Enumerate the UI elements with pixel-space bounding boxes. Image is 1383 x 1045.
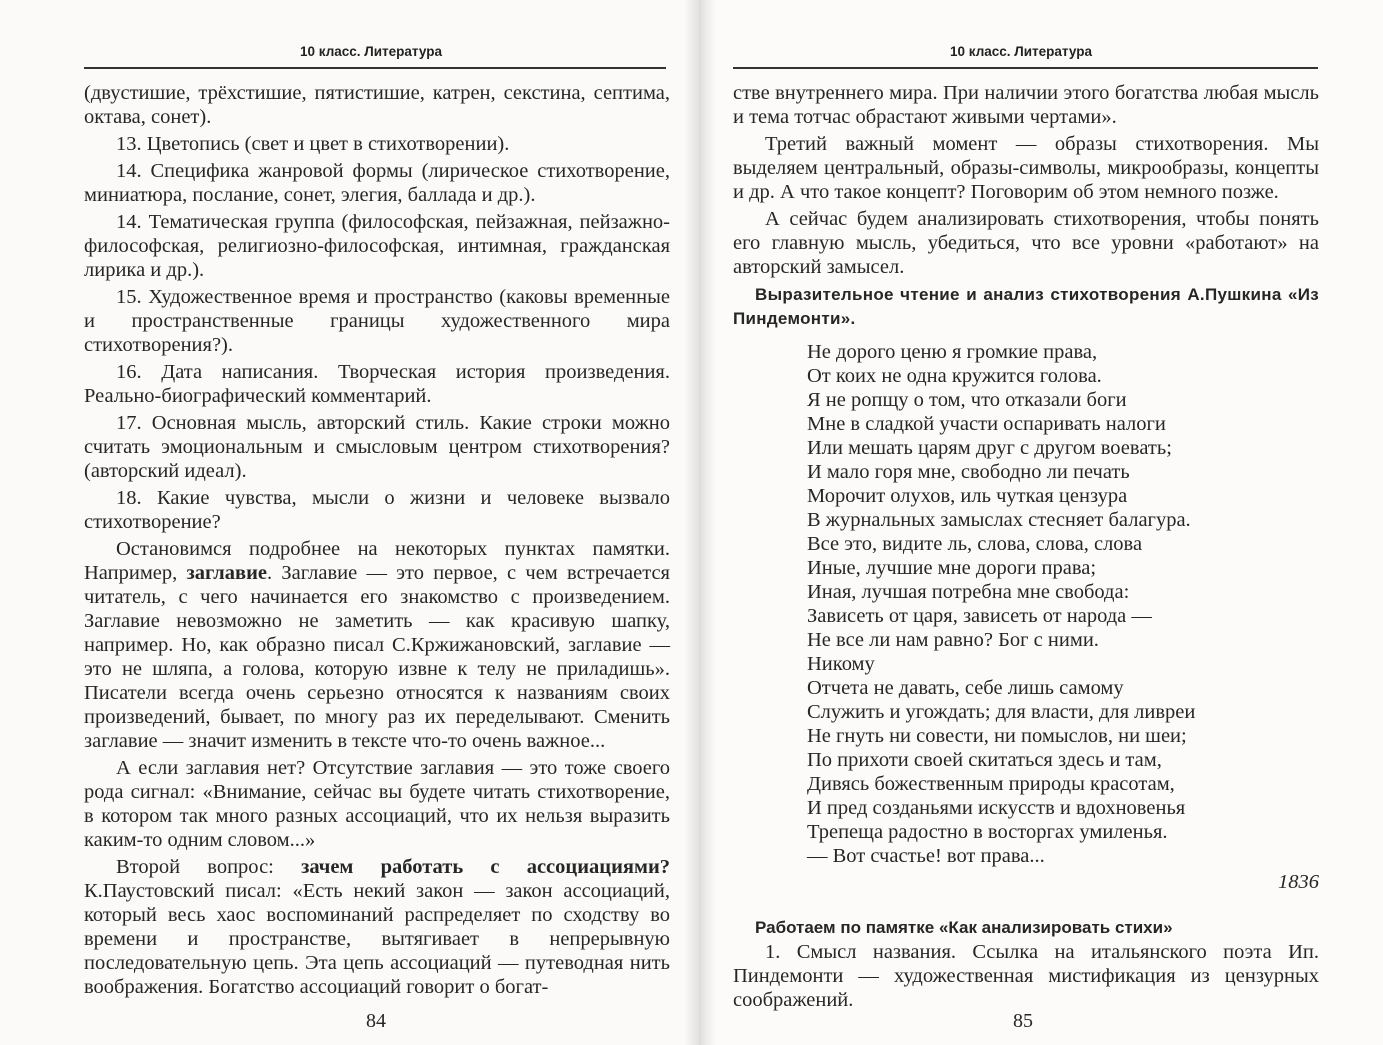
running-head: 10 класс. Литература — [300, 44, 442, 59]
subheading: Работаем по памятке «Как анализировать стихи» — [755, 918, 1173, 937]
paragraph: А если заглавия нет? Отсутствие заглавия — это тоже своего рода сигнал: «Внимание, сейчас вы будете читать стихотворение, в котором так много разных ассоциаций, что их нельзя выразить каким-то одним словом...» — [84, 757, 670, 851]
section-heading: Выразительное чтение и анализ стихотворения А.Пушкина «Из Пиндемонти». — [733, 285, 1319, 328]
paragraph — [84, 855, 670, 999]
paragraph: 14. Специфика жанровой формы (лирическое стихотворение, миниатюра, послание, сонет, элегия, баллада и др.). — [84, 160, 670, 206]
header-rule — [84, 67, 666, 69]
paragraph: 15. Художественное время и пространство (каковы временные и пространственные границы художественного мира стихотворения?). — [84, 286, 670, 356]
paragraph — [84, 537, 670, 753]
poem-line: Иные, лучшие мне дороги права; — [807, 557, 1097, 579]
book-gutter — [684, 0, 716, 1045]
bold-term: зачем работать с ассоциациями? — [301, 856, 671, 878]
running-head: 10 класс. Литература — [950, 44, 1092, 59]
poem-line: Отчета не давать, себе лишь самому — [807, 677, 1124, 699]
poem-date: 1836 — [1278, 871, 1319, 893]
right-page-text — [733, 81, 1319, 1012]
poem-line: Зависеть от царя, зависеть от народа — — [807, 605, 1152, 627]
poem-line: Не гнуть ни совести, ни помыслов, ни шеи; — [807, 725, 1187, 747]
paragraph: А сейчас будем анализировать стихотворения, чтобы понять его главную мысль, убедиться, что все уровни «работают» на авторский замысел. — [733, 208, 1319, 278]
paragraph: 17. Основная мысль, авторский стиль. Какие строки можно считать эмоциональным и смысловым центром стихотворения? (авторский идеал). — [84, 412, 670, 482]
paragraph: (двустишие, трёхстишие, пятистишие, катрен, секстина, септима, октава, сонет). — [84, 82, 670, 128]
paragraph: 14. Тематическая группа (философская, пейзажная, пейзажно-философская, религиозно-философская, интимная, гражданская лирика и др.). — [84, 211, 670, 281]
poem-line: Мне в сладкой участи оспаривать налоги — [807, 413, 1166, 435]
page-number: 85 — [1013, 1010, 1033, 1032]
poem-line: Я не ропщу о том, что отказали боги — [807, 389, 1127, 411]
poem-line: И мало горя мне, свободно ли печать — [807, 461, 1130, 483]
poem-line: Дивясь божественным природы красотам, — [807, 773, 1175, 795]
text-span: К.Паустовский писал: «Есть некий закон — закон ассоциаций, который весь хаос воспоминаний распределяет по сходству во времени и пространстве, вытягивает в непрерывную последовательную цепь. Эта цепь ассоциаций — путеводная нить воображения. Богатство ассоциаций говорит о богат- — [84, 880, 670, 998]
poem-line: Морочит олухов, иль чуткая цензура — [807, 485, 1128, 507]
right-closing-paragraphs — [733, 940, 1319, 1012]
paragraph: 18. Какие чувства, мысли о жизни и человеке вызвало стихотворение? — [84, 487, 670, 533]
poem-line: — Вот счастье! вот права... — [807, 845, 1045, 867]
paragraph: 1. Смысл названия. Ссылка на итальянского поэта Ип. Пиндемонти — художественная мистификация из цензурных соображений. — [733, 941, 1319, 1011]
header-rule — [733, 67, 1318, 69]
text-span: . Заглавие — это первое, с чем встречается читатель, с чего начинается его знакомство с произведением. Заглавие невозможно не заметить — как красивую шапку, например. Но, как образно писал С.Кржижановский, заглавие — это не шляпа, а голова, которую извне к телу не приладишь». Писатели всегда очень серьезно относятся к названиям своих произведений, бывает, по многу раз их переделывают. Сменить заглавие — значит изменить в тексте что-то очень важное... — [84, 562, 670, 752]
poem-line: По прихоти своей скитаться здесь и там, — [807, 749, 1162, 771]
right-page — [700, 0, 1383, 1045]
page-number: 84 — [366, 1010, 386, 1032]
poem-line: И пред созданьями искусств и вдохновенья — [807, 797, 1186, 819]
poem-line: Не все ли нам равно? Бог с ними. — [807, 629, 1099, 651]
poem-line: От коих не одна кружится голова. — [807, 365, 1102, 387]
paragraph: 13. Цветопись (свет и цвет в стихотворении). — [116, 133, 510, 155]
left-page-text — [84, 81, 670, 999]
right-intro-paragraphs — [733, 81, 1319, 279]
bold-term: заглавие — [186, 562, 268, 584]
poem — [807, 340, 1319, 868]
poem-line: Служить и угождать; для власти, для ливреи — [807, 701, 1196, 723]
paragraph: стве внутреннего мира. При наличии этого богатства любая мысль и тема тотчас обрастают живыми чертами». — [733, 82, 1319, 128]
paragraph: 16. Дата написания. Творческая история произведения. Реально-биографический комментарий. — [84, 361, 670, 407]
poem-line: Трепеща радостно в восторгах умиленья. — [807, 821, 1168, 843]
poem-line: В журнальных замыслах стесняет балагура. — [807, 509, 1191, 531]
poem-line: Все это, видите ль, слова, слова, слова — [807, 533, 1143, 555]
text-span: Остановимся подробнее на некоторых пунктах памятки. Например, — [84, 538, 670, 584]
paragraph: Третий важный момент — образы стихотворения. Мы выделяем центральный, образы-символы, микрообразы, концепты и др. А что такое концепт? Поговорим об этом немного позже. — [733, 133, 1319, 203]
poem-line: Иная, лучшая потребна мне свобода: — [807, 581, 1130, 603]
text-span: Второй вопрос: — [116, 856, 302, 878]
poem-line: Никому — [807, 653, 875, 675]
poem-line: Или мешать царям друг с другом воевать; — [807, 437, 1172, 459]
poem-line: Не дорого ценю я громкие права, — [807, 341, 1098, 363]
